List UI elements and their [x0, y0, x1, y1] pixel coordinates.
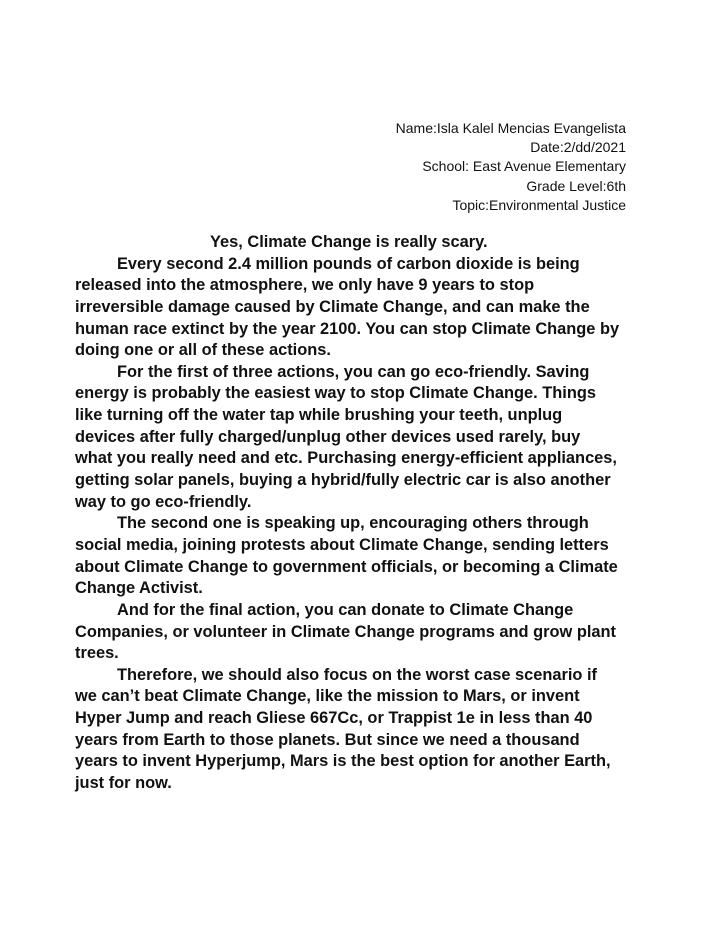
paragraph-5 [75, 665, 655, 795]
paragraph-line: about Climate Change to government officials, or becoming a Climate [75, 557, 618, 576]
essay-title: Yes, Climate Change is really scary. [210, 233, 488, 251]
paragraph-line: human race extinct by the year 2100. You can stop Climate Change by [75, 319, 620, 338]
paragraph-line: For the first of three actions, you can go eco-friendly. Saving [117, 362, 590, 381]
paragraph-line: trees. [75, 644, 119, 663]
paragraph-line: what you really need and etc. Purchasing energy-efficient appliances, [75, 449, 617, 468]
paragraph-line: irreversible damage caused by Climate Change, and can make the [75, 297, 590, 316]
student-name: Name:Isla Kalel Mencias Evangelista [395, 120, 626, 136]
paragraph-line: energy is probably the easiest way to stop Climate Change. Things [75, 384, 596, 403]
date: Date:2/dd/2021 [530, 139, 626, 156]
paragraph-line: getting solar panels, buying a hybrid/fully electric car is also another [75, 471, 611, 490]
grade-level: Grade Level:6th [526, 177, 626, 194]
paragraph-line: social media, joining protests about Climate Change, sending letters [75, 535, 609, 554]
paragraph-3 [75, 513, 655, 600]
paragraph-line: Change Activist. [75, 579, 203, 598]
topic: Topic:Environmental Justice [452, 196, 626, 213]
paragraph-line: Companies, or volunteer in Climate Change programs and grow plant [75, 622, 616, 641]
paragraph-line: just for now. [75, 774, 172, 793]
essay-body [75, 232, 655, 795]
paragraph-line: years to invent Hyperjump, Mars is the best option for another Earth, [75, 752, 611, 771]
paragraph-line: doing one or all of these actions. [75, 341, 331, 360]
paragraph-line: released into the atmosphere, we only have 9 years to stop [75, 276, 535, 295]
paragraph-4 [75, 600, 655, 665]
paragraph-line: we can’t beat Climate Change, like the mission to Mars, or invent [75, 687, 580, 706]
student-info-header [396, 119, 626, 215]
school: School: East Avenue Elementary [422, 158, 626, 175]
paragraph-line: years from Earth to those planets. But since we need a thousand [75, 730, 580, 749]
paragraph-1 [75, 254, 655, 362]
paragraph-line: like turning off the water tap while brushing your teeth, unplug [75, 406, 563, 425]
paragraph-line: Hyper Jump and reach Gliese 667Cc, or Trappist 1e in less than 40 [75, 709, 593, 728]
paragraph-line: The second one is speaking up, encouraging others through [117, 514, 589, 533]
paragraph-line: Therefore, we should also focus on the worst case scenario if [117, 665, 598, 684]
paragraph-2 [75, 362, 655, 513]
paragraph-line: devices after fully charged/unplug other devices used rarely, buy [75, 427, 581, 446]
paragraph-line: And for the final action, you can donate to Climate Change [117, 600, 574, 619]
paragraph-line: way to go eco-friendly. [75, 492, 252, 511]
paragraph-line: Every second 2.4 million pounds of carbon dioxide is being [117, 254, 580, 273]
